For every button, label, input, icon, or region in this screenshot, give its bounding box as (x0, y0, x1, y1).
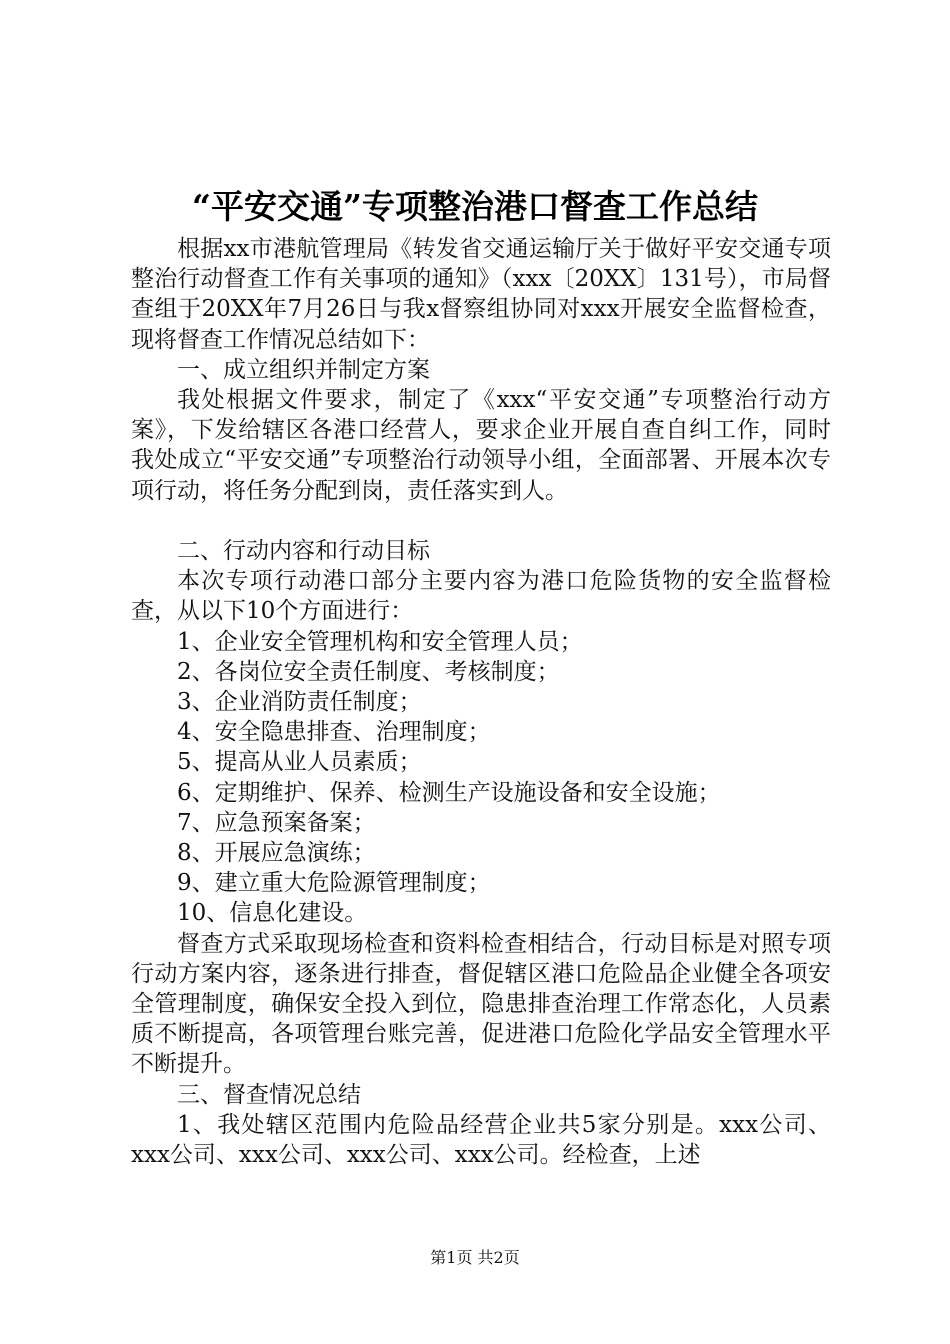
section-2-closing: 督查方式采取现场检查和资料检查相结合，行动目标是对照专项行动方案内容，逐条进行排查，督促辖区港口危险品企业健全各项安全管理制度，确保安全投入到位，隐患排查治理工作常态化，人员素质不断提高，各项管理台账完善，促进港口危险化学品安全管理水平不断提升。 (131, 930, 831, 1078)
list-item: 5、提高从业人员素质； (177, 749, 422, 776)
list-item: 3、企业消防责任制度； (177, 689, 422, 716)
list-item: 4、安全隐患排查、治理制度； (177, 719, 491, 746)
section-2-body: 本次专项行动港口部分主要内容为港口危险货物的安全监督检查，从以下10个方面进行： (131, 568, 831, 625)
section-1-heading: 一、成立组织并制定方案 (177, 356, 430, 383)
list-item: 8、开展应急演练； (177, 840, 376, 867)
list-item: 10、信息化建设。 (177, 900, 368, 927)
intro-paragraph: 根据xx市港航管理局《转发省交通运输厅关于做好平安交通专项整治行动督查工作有关事项的通知》（xxx〔20XX〕131号），市局督查组于20XX年7月26日与我x督察组协同对xxx开展安全监督检查，现将督查工作情况总结如下： (131, 236, 831, 353)
section-2-heading: 二、行动内容和行动目标 (177, 538, 430, 565)
list-item: 6、定期维护、保养、检测生产设施设备和安全设施； (177, 779, 721, 806)
section-3-body: 1、我处辖区范围内危险品经营企业共5家分别是。xxx公司、xxx公司、xxx公司、xxx公司、xxx公司。经检查，上述 (131, 1111, 831, 1169)
list-item: 2、各岗位安全责任制度、考核制度； (177, 658, 560, 685)
section-3-heading: 三、督查情况总结 (177, 1081, 361, 1108)
section-1-body: 我处根据文件要求，制定了《xxx“平安交通”专项整治行动方案》，下发给辖区各港口经营人，要求企业开展自查自纠工作，同时我处成立“平安交通”专项整治行动领导小组，全面部署、开展本次专项行动，将任务分配到岗，责任落实到人。 (131, 387, 831, 504)
document-title: “平安交通”专项整治港口督查工作总结 (192, 187, 758, 226)
page-footer: 第1页 共2页 (430, 1248, 520, 1267)
document-body (131, 234, 831, 1170)
list-item: 9、建立重大危险源管理制度； (177, 870, 491, 897)
list-item: 1、企业安全管理机构和安全管理人员； (177, 628, 583, 655)
blank-line (131, 506, 831, 536)
list-item: 7、应急预案备案； (177, 809, 376, 836)
